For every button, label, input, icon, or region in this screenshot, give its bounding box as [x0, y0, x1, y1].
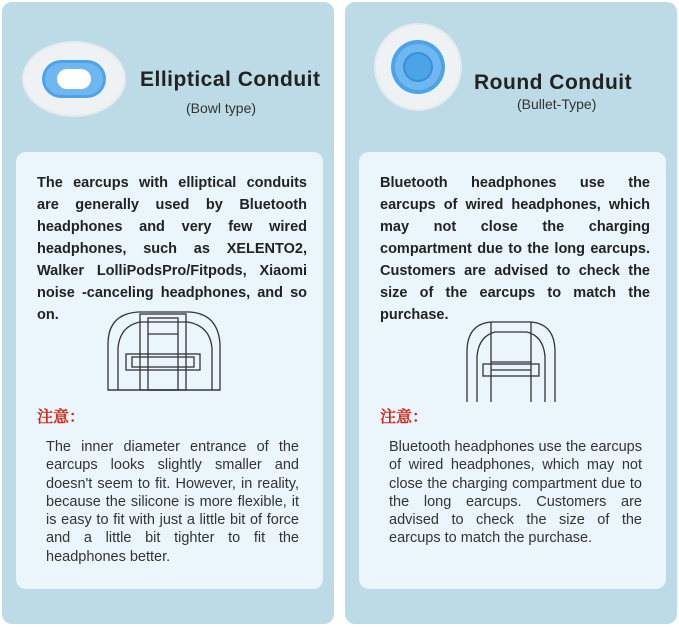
round-eartip-icon [373, 22, 463, 112]
elliptical-eartip-icon [20, 38, 128, 120]
note-label: 注意： [37, 407, 86, 426]
bullet-eartip-diagram [461, 316, 561, 406]
panel-title: Elliptical Conduit [140, 68, 321, 91]
note-text: The inner diameter entrance of the earcups looks slightly smaller and doesn't seem to fit. However, in reality, because the silicone is more flexible, it is easy to fit with just a little bit of force and a little bit tighter to fit the headphones better. [46, 439, 299, 565]
panel-subtitle: (Bullet-Type) [517, 96, 597, 112]
info-card [16, 152, 323, 589]
round-conduit-panel [345, 2, 677, 624]
note-text: Bluetooth headphones use the earcups of wired headphones, which may not close the charging compartment due to the long earcups. Customers are advised to check the size of the earcups to match the purchase. [389, 439, 642, 547]
description-text: Bluetooth headphones use the earcups of wired headphones, which may not close the charging compartment due to the long earcups. Customers are advised to check the size of the earcups to match the purchase. [380, 175, 650, 323]
bowl-eartip-diagram [98, 304, 228, 394]
panel-title: Round Conduit [474, 71, 633, 94]
panel-subtitle: (Bowl type) [186, 100, 257, 116]
elliptical-conduit-panel [2, 2, 334, 624]
description-text: The earcups with elliptical conduits are generally used by Bluetooth headphones and very few wired headphones, such as XELENTO2, Walker LolliPodsPro/Fitpods, Xiaomi noise -canceling headphones, and so on. [37, 175, 307, 323]
info-card [359, 152, 666, 589]
note-label: 注意： [380, 407, 429, 426]
